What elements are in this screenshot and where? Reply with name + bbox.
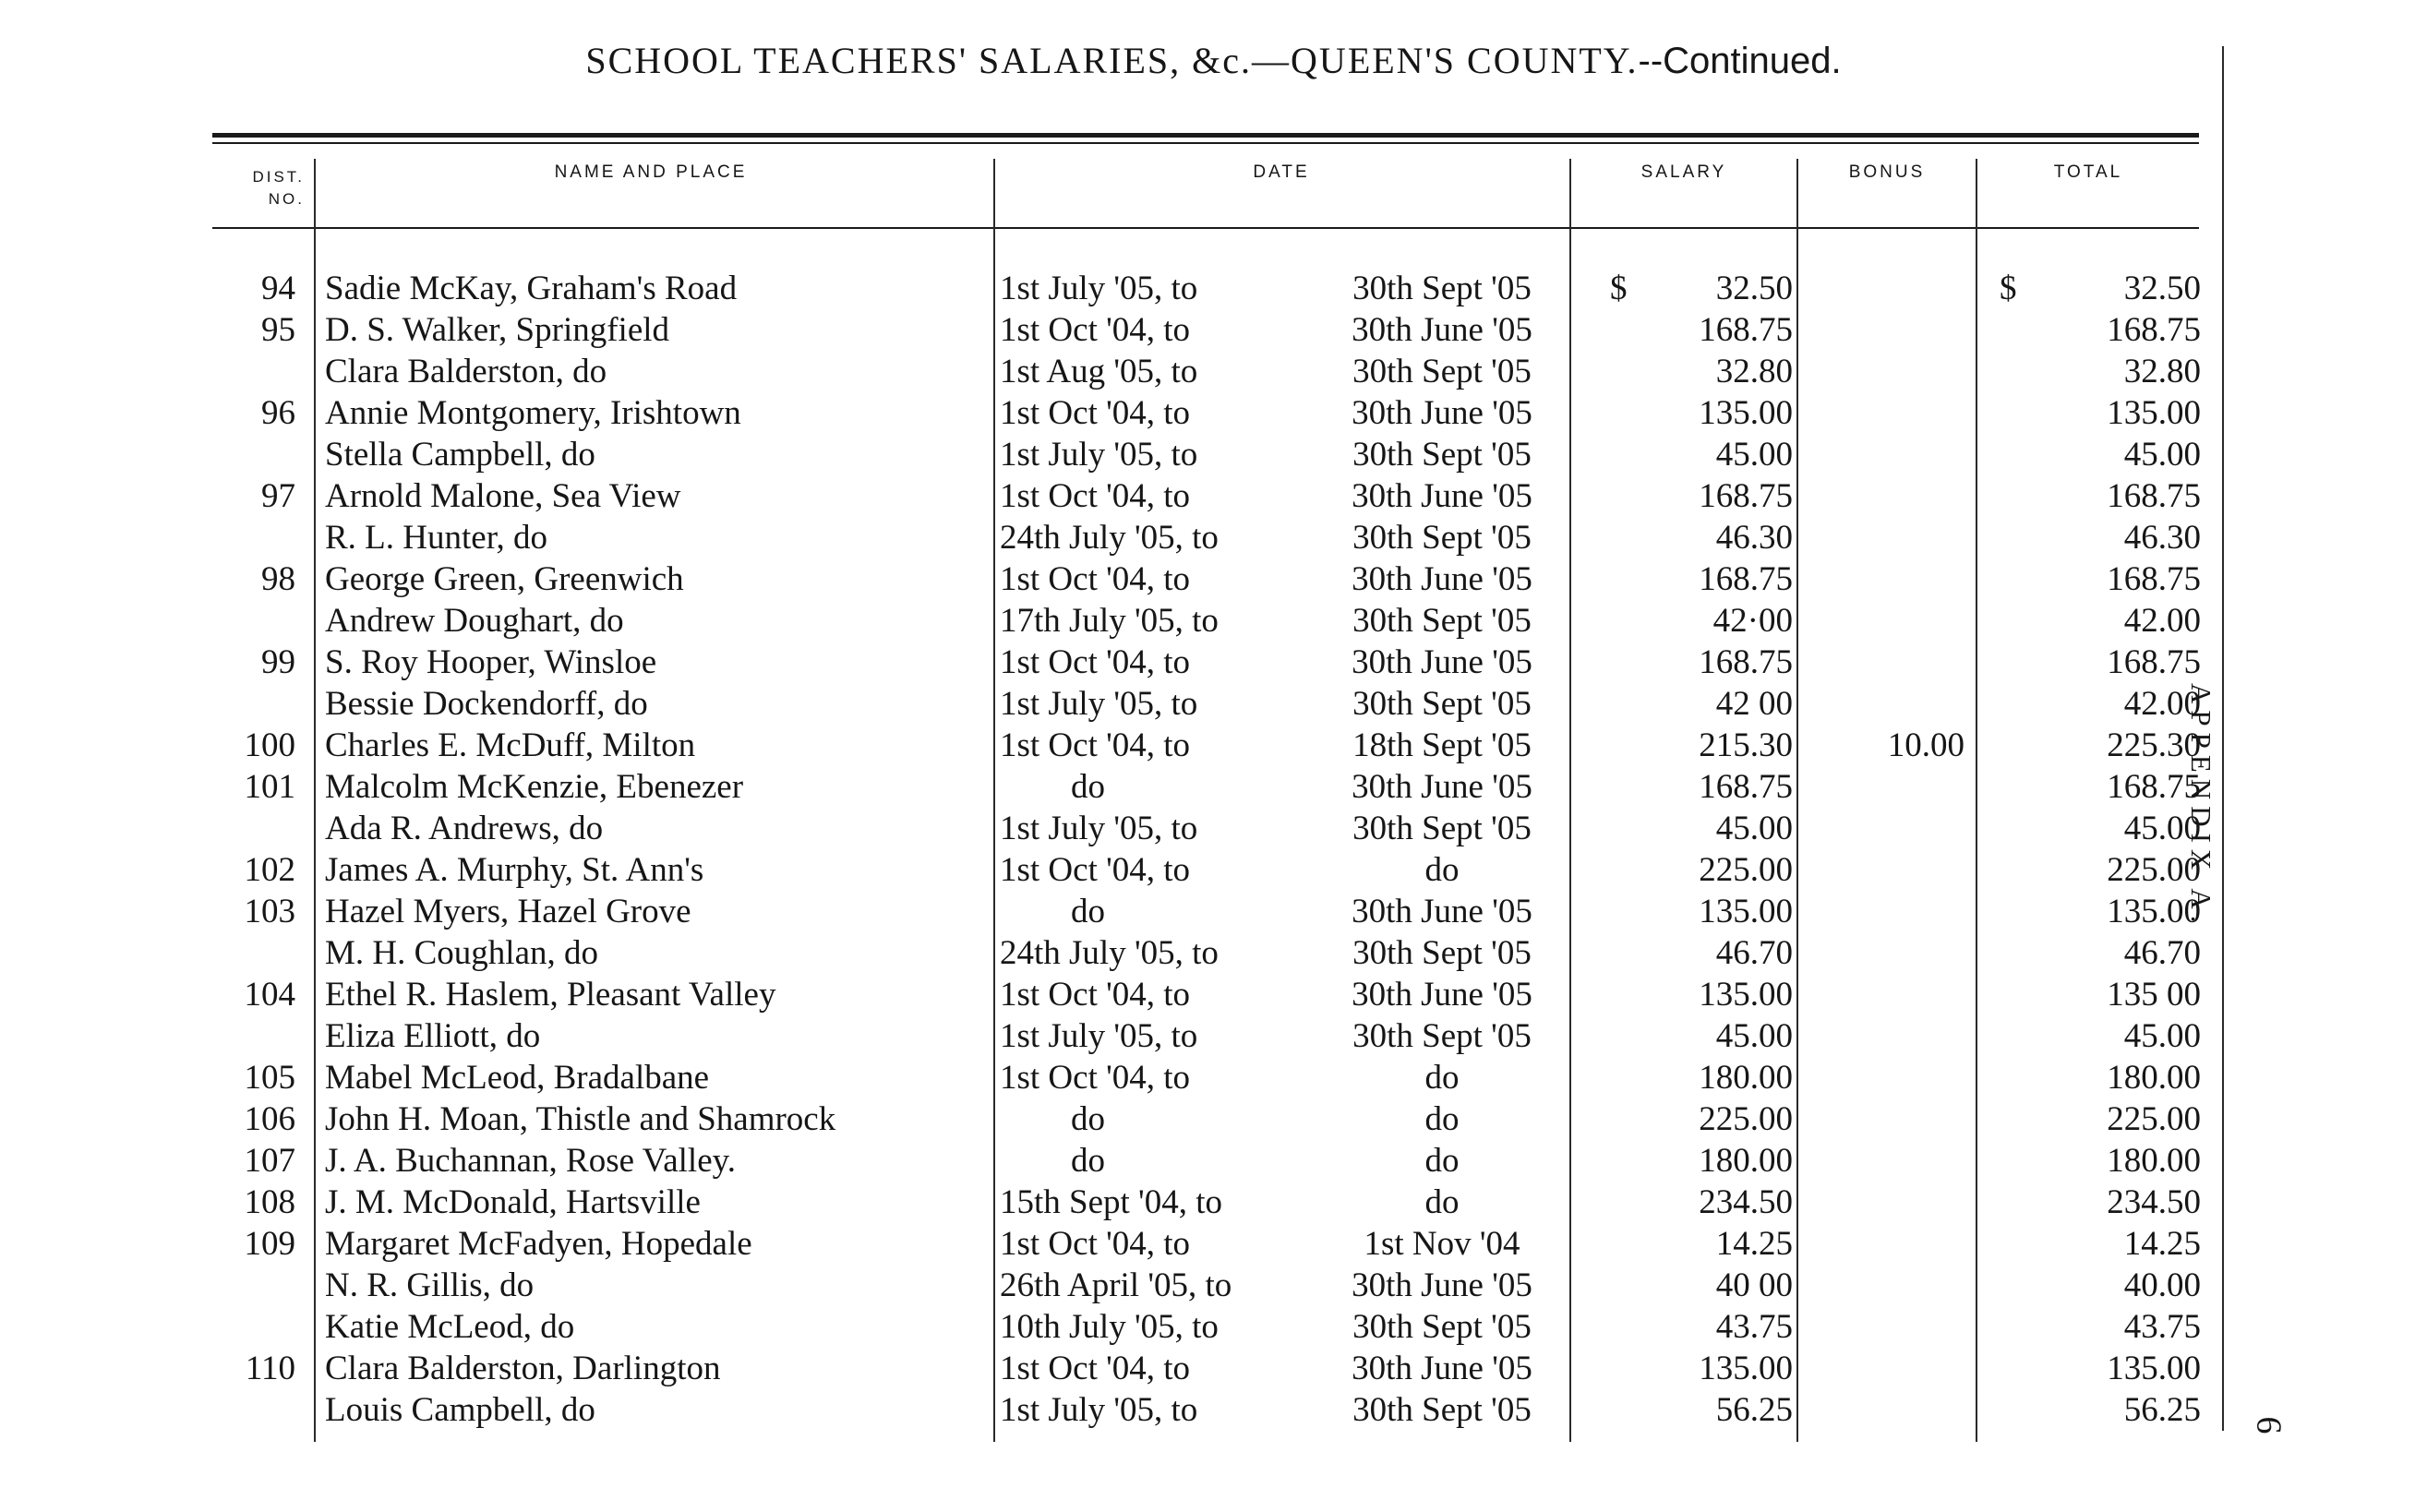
salary-cell: 14.25 xyxy=(1715,1225,1793,1263)
salary-cell: 135.00 xyxy=(1699,394,1793,432)
salary-cell: 45.00 xyxy=(1715,436,1793,474)
table-row xyxy=(0,558,2427,600)
table-row xyxy=(0,351,2427,392)
table-row xyxy=(0,642,2427,683)
date-to: 30th June '05 xyxy=(1352,643,1532,681)
name-and-place: John H. Moan, Thistle and Shamrock xyxy=(325,1100,836,1138)
salary-cell: 42·00 xyxy=(1712,602,1793,640)
col-head-bonus: BONUS xyxy=(1848,162,1926,182)
date-from: 1st Oct '04, to xyxy=(1000,1225,1191,1263)
date-to: do xyxy=(1424,1142,1460,1180)
date-from: 1st Oct '04, to xyxy=(1000,477,1191,515)
salary-cell: 46.30 xyxy=(1715,519,1793,557)
date-from: 1st July '05, to xyxy=(1000,810,1198,847)
dist-no: 104 xyxy=(244,976,295,1014)
date-from: 1st July '05, to xyxy=(1000,685,1198,723)
name-and-place: Katie McLeod, do xyxy=(325,1308,575,1346)
salary-cell xyxy=(1569,268,1793,309)
table-row xyxy=(0,392,2427,434)
dist-no: 97 xyxy=(261,477,295,515)
salary-cell: 40 00 xyxy=(1715,1266,1793,1304)
table-row xyxy=(0,1348,2427,1389)
salary-cell: 32.80 xyxy=(1715,353,1793,390)
salary-cell: 168.75 xyxy=(1699,477,1793,515)
dist-no: 95 xyxy=(261,311,295,349)
date-from: 1st July '05, to xyxy=(1000,1017,1198,1055)
salary-cell: 225.00 xyxy=(1699,1100,1793,1138)
table-row xyxy=(0,932,2427,974)
dist-no: 99 xyxy=(261,643,295,681)
salary-cell: 135.00 xyxy=(1699,976,1793,1014)
total-cell xyxy=(1985,268,2201,309)
total-cell: 135.00 xyxy=(2107,893,2201,930)
name-and-place: Clara Balderston, do xyxy=(325,353,607,390)
date-to: 30th Sept '05 xyxy=(1352,602,1532,640)
table-row xyxy=(0,1306,2427,1348)
total-cell: 32.80 xyxy=(2123,353,2201,390)
salary-cell: 215.30 xyxy=(1699,726,1793,764)
date-from: do xyxy=(1071,1100,1105,1138)
date-from: do xyxy=(1071,1142,1105,1180)
table-row xyxy=(0,1182,2427,1223)
salary-cell: 135.00 xyxy=(1699,1350,1793,1387)
date-from: 1st Oct '04, to xyxy=(1000,976,1191,1014)
total-cell: 180.00 xyxy=(2107,1142,2201,1180)
date-to: do xyxy=(1424,1100,1460,1138)
date-to: 30th June '05 xyxy=(1352,394,1532,432)
total-cell: 168.75 xyxy=(2107,768,2201,806)
dist-no: 103 xyxy=(244,893,295,930)
dollar-sign: $ xyxy=(1610,270,1628,307)
date-to: do xyxy=(1424,1183,1460,1221)
dist-no: 106 xyxy=(244,1100,295,1138)
total-cell: 168.75 xyxy=(2107,311,2201,349)
dist-no: 102 xyxy=(244,851,295,889)
date-to: 30th Sept '05 xyxy=(1352,353,1532,390)
salary-cell: 168.75 xyxy=(1699,768,1793,806)
name-and-place: Annie Montgomery, Irishtown xyxy=(325,394,741,432)
table-row xyxy=(0,1140,2427,1182)
total-cell: 40.00 xyxy=(2123,1266,2201,1304)
table-row xyxy=(0,517,2427,558)
table-row xyxy=(0,974,2427,1015)
salary-cell: 225.00 xyxy=(1699,851,1793,889)
total-cell: 43.75 xyxy=(2123,1308,2201,1346)
date-to: 30th Sept '05 xyxy=(1352,934,1532,972)
date-to: 30th June '05 xyxy=(1352,1266,1532,1304)
name-and-place: Eliza Elliott, do xyxy=(325,1017,541,1055)
date-from: 1st Oct '04, to xyxy=(1000,560,1191,598)
date-to: 30th Sept '05 xyxy=(1352,436,1532,474)
name-and-place: Malcolm McKenzie, Ebenezer xyxy=(325,768,744,806)
table-row xyxy=(0,309,2427,351)
date-to: 1st Nov '04 xyxy=(1364,1225,1520,1263)
date-from: 1st Aug '05, to xyxy=(1000,353,1198,390)
table-row xyxy=(0,849,2427,891)
table-row xyxy=(0,600,2427,642)
title-continued: --Continued. xyxy=(1638,41,1842,81)
name-and-place: Sadie McKay, Graham's Road xyxy=(325,270,738,307)
date-from: do xyxy=(1071,893,1105,930)
date-to: 30th June '05 xyxy=(1352,893,1532,930)
total-cell: 42.00 xyxy=(2123,602,2201,640)
date-from: 10th July '05, to xyxy=(1000,1308,1219,1346)
name-and-place: J. M. McDonald, Hartsville xyxy=(325,1183,701,1221)
total-cell: 46.70 xyxy=(2123,934,2201,972)
table-row xyxy=(0,1015,2427,1057)
total-cell: 45.00 xyxy=(2123,1017,2201,1055)
name-and-place: George Green, Greenwich xyxy=(325,560,684,598)
table-row xyxy=(0,725,2427,766)
dist-no: 101 xyxy=(244,768,295,806)
date-to: 30th June '05 xyxy=(1352,768,1532,806)
salary-cell: 45.00 xyxy=(1715,1017,1793,1055)
col-head-salary: SALARY xyxy=(1640,162,1727,182)
salary-cell: 180.00 xyxy=(1699,1059,1793,1097)
date-from: 1st July '05, to xyxy=(1000,436,1198,474)
dist-no: 100 xyxy=(244,726,295,764)
name-and-place: Bessie Dockendorff, do xyxy=(325,685,648,723)
table-row xyxy=(0,1389,2427,1431)
date-from: 1st Oct '04, to xyxy=(1000,311,1191,349)
table-row xyxy=(0,891,2427,932)
total-cell: 234.50 xyxy=(2107,1183,2201,1221)
col-head-date: DATE xyxy=(1253,162,1310,182)
total-cell: 135.00 xyxy=(2107,1350,2201,1387)
bonus-cell: 10.00 xyxy=(1887,726,1964,764)
date-to: 30th Sept '05 xyxy=(1352,1391,1532,1429)
salary-cell: 45.00 xyxy=(1715,810,1793,847)
col-head-dist: DIST. NO. xyxy=(252,168,305,208)
name-and-place: Clara Balderston, Darlington xyxy=(325,1350,721,1387)
total-cell: 168.75 xyxy=(2107,477,2201,515)
total-cell: 42.00 xyxy=(2123,685,2201,723)
date-to: 30th June '05 xyxy=(1352,560,1532,598)
name-and-place: Stella Campbell, do xyxy=(325,436,595,474)
dist-no: 109 xyxy=(244,1225,295,1263)
total-cell: 225.30 xyxy=(2107,726,2201,764)
dist-no: 107 xyxy=(244,1142,295,1180)
total-cell: 14.25 xyxy=(2123,1225,2201,1263)
table-row xyxy=(0,475,2427,517)
salary-cell: 168.75 xyxy=(1699,311,1793,349)
salary-cell: 46.70 xyxy=(1715,934,1793,972)
name-and-place: Arnold Malone, Sea View xyxy=(325,477,681,515)
date-from: 1st Oct '04, to xyxy=(1000,394,1191,432)
dist-no: 96 xyxy=(261,394,295,432)
table-row xyxy=(0,1057,2427,1098)
page-title xyxy=(0,39,2427,82)
total-cell: 45.00 xyxy=(2123,810,2201,847)
appendix-label: APPENDIX A. xyxy=(2185,683,2217,930)
name-and-place: James A. Murphy, St. Ann's xyxy=(325,851,704,889)
name-and-place: M. H. Coughlan, do xyxy=(325,934,598,972)
col-head-name: NAME AND PLACE xyxy=(554,162,748,182)
total-cell: 168.75 xyxy=(2107,560,2201,598)
col-head-total: TOTAL xyxy=(2053,162,2123,182)
salary-cell: 42 00 xyxy=(1715,685,1793,723)
salary-cell: 168.75 xyxy=(1699,560,1793,598)
date-from: 24th July '05, to xyxy=(1000,934,1219,972)
table-row xyxy=(0,1098,2427,1140)
salary-cell: 135.00 xyxy=(1699,893,1793,930)
name-and-place: Andrew Doughart, do xyxy=(325,602,624,640)
date-from: 26th April '05, to xyxy=(1000,1266,1232,1304)
date-from: 1st Oct '04, to xyxy=(1000,726,1191,764)
name-and-place: Ada R. Andrews, do xyxy=(325,810,604,847)
dist-no: 98 xyxy=(261,560,295,598)
dist-no: 108 xyxy=(244,1183,295,1221)
name-and-place: R. L. Hunter, do xyxy=(325,519,548,557)
date-from: 15th Sept '04, to xyxy=(1000,1183,1223,1221)
table-row xyxy=(0,434,2427,475)
dist-no: 94 xyxy=(261,270,295,307)
date-to: 30th June '05 xyxy=(1352,477,1532,515)
date-to: 30th Sept '05 xyxy=(1352,1017,1532,1055)
total-cell: 225.00 xyxy=(2107,1100,2201,1138)
date-to: do xyxy=(1424,851,1460,889)
total-cell: 135 00 xyxy=(2107,976,2201,1014)
date-from: 1st Oct '04, to xyxy=(1000,1059,1191,1097)
salary-cell: 56.25 xyxy=(1715,1391,1793,1429)
total-cell: 45.00 xyxy=(2123,436,2201,474)
date-from: 1st Oct '04, to xyxy=(1000,1350,1191,1387)
name-and-place: Margaret McFadyen, Hopedale xyxy=(325,1225,752,1263)
total-cell: 46.30 xyxy=(2123,519,2201,557)
date-to: do xyxy=(1424,1059,1460,1097)
top-rule-thick xyxy=(212,133,2199,138)
date-from: do xyxy=(1071,768,1105,806)
name-and-place: Louis Campbell, do xyxy=(325,1391,595,1429)
date-from: 1st Oct '04, to xyxy=(1000,643,1191,681)
total-cell: 135.00 xyxy=(2107,394,2201,432)
total-cell: 168.75 xyxy=(2107,643,2201,681)
name-and-place: Ethel R. Haslem, Pleasant Valley xyxy=(325,976,776,1014)
date-to: 30th Sept '05 xyxy=(1352,810,1532,847)
name-and-place: S. Roy Hooper, Winsloe xyxy=(325,643,657,681)
name-and-place: N. R. Gillis, do xyxy=(325,1266,535,1304)
salary-cell: 234.50 xyxy=(1699,1183,1793,1221)
total-value: 32.50 xyxy=(2123,270,2201,307)
table-row xyxy=(0,1265,2427,1306)
salary-cell: 43.75 xyxy=(1715,1308,1793,1346)
dollar-sign: $ xyxy=(2000,270,2017,307)
date-to: 30th Sept '05 xyxy=(1352,270,1532,307)
header-bottom-rule xyxy=(212,227,2199,229)
date-to: 30th June '05 xyxy=(1352,976,1532,1014)
total-cell: 180.00 xyxy=(2107,1059,2201,1097)
total-cell: 225.00 xyxy=(2107,851,2201,889)
total-cell: 56.25 xyxy=(2123,1391,2201,1429)
top-rule-thin xyxy=(212,142,2199,144)
name-and-place: Mabel McLeod, Bradalbane xyxy=(325,1059,710,1097)
table-row xyxy=(0,808,2427,849)
date-to: 30th June '05 xyxy=(1352,1350,1532,1387)
date-from: 24th July '05, to xyxy=(1000,519,1219,557)
date-to: 30th Sept '05 xyxy=(1352,1308,1532,1346)
table-row xyxy=(0,268,2427,309)
date-to: 30th Sept '05 xyxy=(1352,685,1532,723)
name-and-place: Hazel Myers, Hazel Grove xyxy=(325,893,691,930)
salary-cell: 180.00 xyxy=(1699,1142,1793,1180)
date-to: 18th Sept '05 xyxy=(1352,726,1532,764)
name-and-place: Charles E. McDuff, Milton xyxy=(325,726,696,764)
date-from: 1st Oct '04, to xyxy=(1000,851,1191,889)
salary-value: 32.50 xyxy=(1715,270,1793,307)
table-row xyxy=(0,1223,2427,1265)
page-number: 6 xyxy=(2249,1416,2289,1434)
date-from: 1st July '05, to xyxy=(1000,270,1198,307)
date-from: 1st July '05, to xyxy=(1000,1391,1198,1429)
name-and-place: D. S. Walker, Springfield xyxy=(325,311,670,349)
title-text: SCHOOL TEACHERS' SALARIES, &c.—QUEEN'S COUNTY. xyxy=(585,40,1639,81)
table-row xyxy=(0,683,2427,725)
date-from: 17th July '05, to xyxy=(1000,602,1219,640)
salary-cell: 168.75 xyxy=(1699,643,1793,681)
dist-no: 105 xyxy=(244,1059,295,1097)
name-and-place: J. A. Buchannan, Rose Valley. xyxy=(325,1142,736,1180)
date-to: 30th June '05 xyxy=(1352,311,1532,349)
date-to: 30th Sept '05 xyxy=(1352,519,1532,557)
table-row xyxy=(0,766,2427,808)
dist-no: 110 xyxy=(245,1350,295,1387)
